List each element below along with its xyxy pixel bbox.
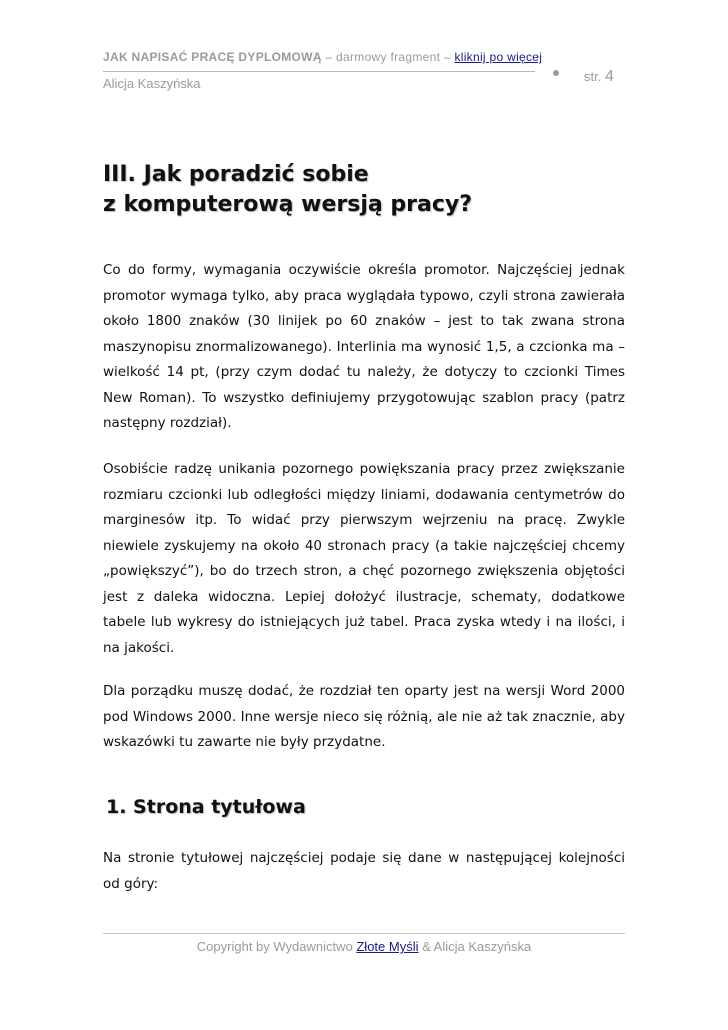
book-title: JAK NAPISAĆ PRACĘ DYPLOMOWĄ (103, 50, 322, 64)
footer-divider (103, 933, 625, 934)
running-header (103, 50, 542, 64)
paragraph: Dla porządku muszę dodać, że rozdział ten oparty jest na wersji Word 2000 pod Windows 2000. Inne wersje nieco się różnią, ale nie aż tak znacznie, aby wskazówki tu zawarte nie były przydatne. (103, 683, 625, 750)
footer-prefix: Copyright by Wydawnictwo (196, 939, 357, 954)
header-author: Alicja Kaszyńska (103, 76, 201, 91)
more-link[interactable]: kliknij po więcej (454, 50, 543, 64)
header-divider (103, 71, 535, 72)
footer-suffix: & Alicja Kaszyńska (418, 939, 532, 954)
footer (0, 939, 728, 954)
chapter-heading-line2: z komputerową wersją pracy? (103, 192, 473, 217)
section-heading: 1. Strona tytułowa (106, 796, 306, 818)
page-number-value: 4 (604, 68, 614, 85)
paragraph: Osobiście radzę unikania pozornego powiększania pracy przez zwiększanie rozmiaru czcionki lub odległości między liniami, dodawania centymetrów do marginesów itp. To widać przy pierwszym wejrzeniu na pracę. Zwykle niewiele zyskujemy na około 40 stronach pracy (a takie najczęściej chcemy „powiększyć”), bo do trzech stron, a chęć pozornego zwiększenia objętości jest z daleka widoczna. Lepiej dołożyć ilustracje, schematy, dodatkowe tabele lub wykresy do istniejących już tabel. Praca zyska wtedy i na ilości, i na jakości. (103, 461, 625, 656)
chapter-heading (103, 160, 633, 220)
bullet-dot-icon (553, 70, 559, 76)
header-subtitle: darmowy fragment (336, 50, 441, 64)
header-separator: – (440, 50, 455, 64)
chapter-heading-line1: III. Jak poradzić sobie (103, 162, 369, 187)
page-prefix: str. (584, 69, 605, 84)
paragraph: Co do formy, wymagania oczywiście określa promotor. Najczęściej jednak promotor wymaga tylko, aby praca wyglądała typowo, czyli strona zawierała około 1800 znaków (30 linijek po 60 znaków – jest to tak zwana strona maszynopisu znormalizowanego). Interlinia ma wynosić 1,5, a czcionka ma – wielkość 14 pt, (przy czym dodać tu należy, że dotyczy to czcionki Times New Roman). To wszystko definiujemy przygotowując szablon pracy (patrz następny rozdział). (103, 262, 625, 431)
page-number (584, 68, 614, 86)
header-separator: – (321, 50, 337, 64)
paragraph: Na stronie tytułowej najczęściej podaje się dane w następującej kolejności od góry: (103, 850, 625, 892)
publisher-link[interactable]: Złote Myśli (356, 939, 419, 954)
